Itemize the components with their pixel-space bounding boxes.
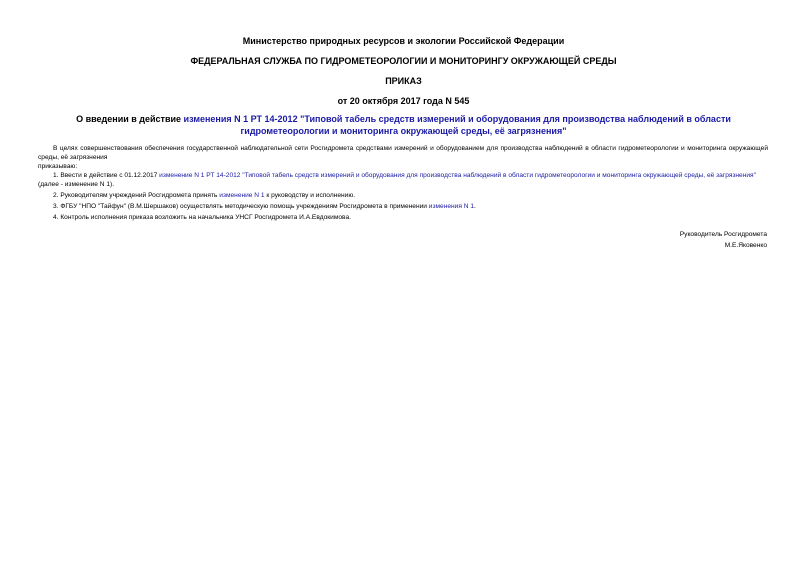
- item-2: [38, 191, 768, 200]
- title-change-link[interactable]: изменения N 1 РТ 14-2012 "Типовой табель средств измерений и оборудования для производства наблюдений в области гидрометеорологии и мониторинга окружающей среды, её загрязнения": [183, 114, 731, 136]
- item-1-link[interactable]: изменение N 1 РТ 14-2012 "Типовой табель средств измерений и оборудования для производства наблюдений в области гидрометеорологии и мониторинга окружающей среды, её загрязнения": [159, 172, 756, 179]
- item-1-suffix: (далее - изменение N 1).: [38, 181, 115, 188]
- signature-name: М.Е.Яковенко: [724, 242, 767, 249]
- title-prefix: О введении в действие: [76, 114, 184, 124]
- item-2-suffix: к руководству и исполнению.: [264, 192, 356, 199]
- order-title: [40, 113, 767, 137]
- item-3: [38, 202, 768, 211]
- signature-position: Руководитель Росгидромета: [679, 231, 767, 238]
- ministry-heading: Министерство природных ресурсов и экологии Российской Федерации: [242, 36, 565, 46]
- item-3-prefix: 3. ФГБУ "НПО "Тайфун" (В.М.Шершаков) осуществлять методическую помощь учреждениям Росгидромета в применении: [53, 203, 429, 210]
- date-number-heading: от 20 октября 2017 года N 545: [337, 96, 470, 106]
- item-3-suffix: .: [474, 203, 476, 210]
- item-4: 4. Контроль исполнения приказа возложить на начальника УНСГ Росгидромета И.А.Евдокимова.: [53, 214, 351, 221]
- service-heading: ФЕДЕРАЛЬНАЯ СЛУЖБА ПО ГИДРОМЕТЕОРОЛОГИИ И МОНИТОРИНГУ ОКРУЖАЮЩЕЙ СРЕДЫ: [190, 56, 617, 66]
- order-word: приказываю:: [38, 163, 78, 170]
- doc-type-heading: ПРИКАЗ: [385, 76, 422, 86]
- intro-paragraph: В целях совершенствования обеспечения государственной наблюдательной сети Росгидромета средствами измерений и оборудованием для производства наблюдений в области гидрометеорологии и мониторинга окружающей среды, её загрязнения: [38, 145, 768, 161]
- item-2-prefix: 2. Руководителям учреждений Росгидромета принять: [53, 192, 220, 199]
- item-2-link[interactable]: изменение N 1: [219, 192, 265, 199]
- item-1: [38, 171, 768, 189]
- item-3-link[interactable]: изменения N 1: [428, 203, 475, 210]
- item-1-prefix: 1. Ввести в действие с 01.12.2017: [53, 172, 160, 179]
- order-body: [38, 144, 768, 222]
